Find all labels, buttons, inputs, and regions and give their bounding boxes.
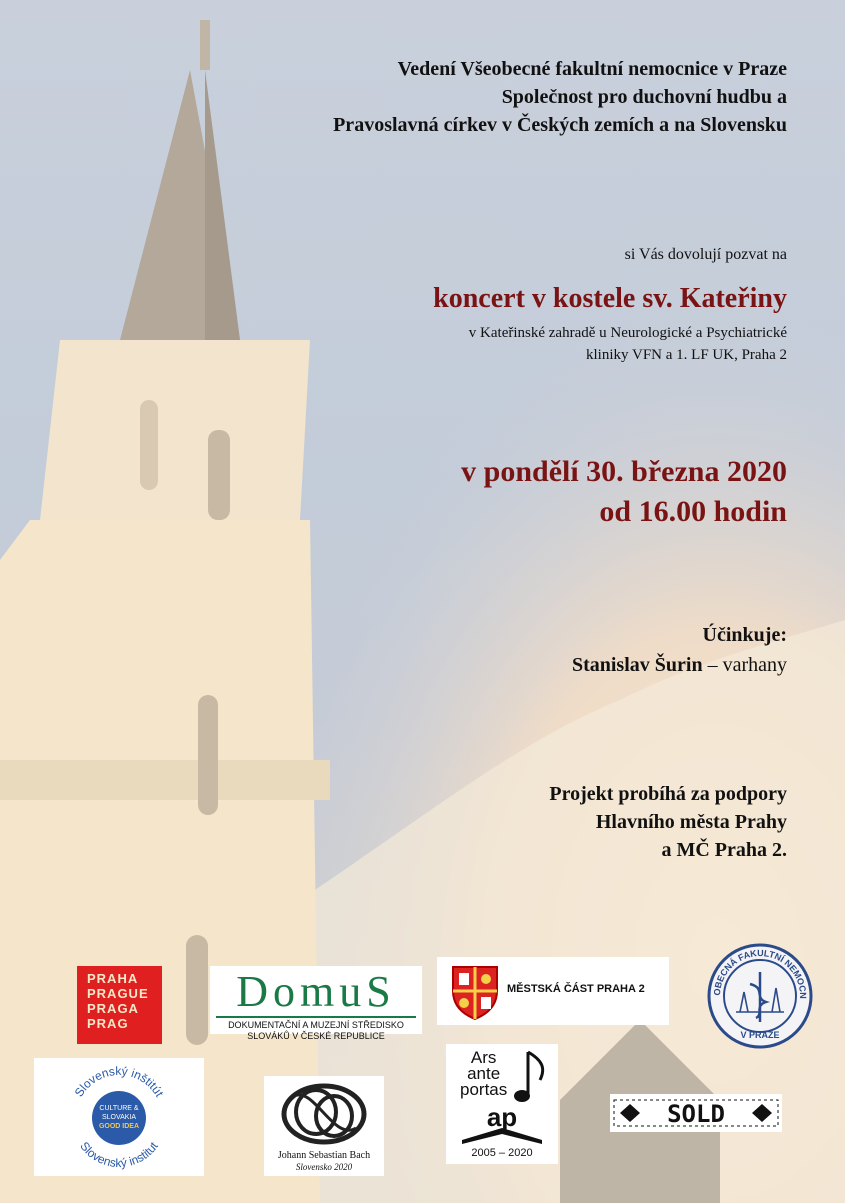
performer-heading: Účinkuje: bbox=[702, 624, 787, 646]
ars-word-2: ante bbox=[467, 1064, 501, 1083]
performer-line bbox=[572, 654, 787, 677]
domus-subtitle-line-1: DOKUMENTAČNÍ A MUZEJNÍ STŘEDISKO bbox=[228, 1020, 404, 1030]
ars-word-1: Ars bbox=[470, 1048, 497, 1067]
bach-monogram-icon bbox=[264, 1076, 384, 1148]
domus-subtitle bbox=[216, 1016, 416, 1042]
support-line-1: Projekt probíhá za podpory bbox=[549, 783, 787, 805]
domus-subtitle-line-2: SLOVÁKŮ V ČESKÉ REPUBLICE bbox=[247, 1031, 385, 1041]
praha-logo bbox=[77, 966, 162, 1044]
domus-logo bbox=[210, 966, 422, 1041]
domus-wordmark: DomuS bbox=[236, 967, 396, 1016]
ars-note-and-book-icon bbox=[446, 1044, 558, 1164]
bach-subcaption: Slovensko 2020 bbox=[295, 1162, 353, 1172]
date-line: v pondělí 30. března 2020 bbox=[461, 455, 787, 488]
slovensky-institut-emblem-icon bbox=[34, 1058, 204, 1176]
praha-logo-line: PRAHA bbox=[87, 971, 139, 986]
vfn-emblem-icon bbox=[706, 942, 814, 1050]
sold-wordmark: SOLD bbox=[667, 1100, 725, 1128]
time-line: od 16.00 hodin bbox=[599, 495, 787, 528]
ars-years: 2005 – 2020 bbox=[471, 1147, 533, 1159]
performer-name: Stanislav Šurin bbox=[571, 654, 703, 676]
si-top-text: Slovenský inštitút bbox=[71, 1063, 167, 1100]
mc-praha2-logo bbox=[437, 957, 669, 1025]
vfn-logo bbox=[706, 942, 814, 1050]
praha2-coat-of-arms-icon bbox=[445, 961, 505, 1021]
organizer-line-1: Vedení Všeobecné fakultní nemocnice v Praze bbox=[397, 58, 787, 80]
support-line-2: Hlavního města Prahy bbox=[595, 811, 787, 833]
sold-ornament-icon bbox=[610, 1094, 782, 1132]
support-note bbox=[549, 780, 787, 864]
bach-caption: Johann Sebastian Bach bbox=[277, 1150, 371, 1161]
organizer-line-2: Společnost pro duchovní hudbu a bbox=[501, 86, 787, 108]
si-bottom-text: Slovenský institut bbox=[77, 1139, 161, 1171]
praha-logo-line: PRAG bbox=[87, 1016, 129, 1031]
support-line-3: a MČ Praha 2. bbox=[661, 839, 787, 861]
vfn-ring-text: OBECNÁ FAKULTNÍ NEMOCN bbox=[711, 947, 809, 999]
sold-logo bbox=[610, 1094, 782, 1132]
praha-logo-line: PRAGUE bbox=[87, 986, 149, 1001]
concert-place bbox=[469, 322, 787, 366]
invite-text: si Vás dovolují pozvat na bbox=[624, 246, 787, 263]
si-center-line-1: CULTURE & bbox=[99, 1105, 139, 1112]
organizer-line-3: Pravoslavná církev v Českých zemích a na Slovensku bbox=[333, 114, 787, 136]
si-center-line-2: SLOVAKIA bbox=[101, 1114, 137, 1121]
place-line-2: kliniky VFN a 1. LF UK, Praha 2 bbox=[586, 347, 787, 363]
ars-mark-text: ap bbox=[486, 1102, 518, 1132]
organizers bbox=[333, 55, 787, 139]
slovensky-institut-logo bbox=[34, 1058, 204, 1176]
concert-date bbox=[461, 452, 787, 532]
place-line-1: v Kateřinské zahradě u Neurologické a Psychiatrické bbox=[468, 325, 787, 341]
si-center-line-3: GOOD IDEA bbox=[98, 1123, 140, 1130]
vfn-bottom-text: V PRAZE bbox=[740, 1030, 780, 1040]
ars-ante-portas-logo bbox=[446, 1044, 558, 1164]
bach-slovensko-2020-logo bbox=[264, 1076, 384, 1176]
concert-title: koncert v kostele sv. Kateřiny bbox=[433, 283, 787, 314]
praha-logo-line: PRAGA bbox=[87, 1001, 139, 1016]
mc-praha2-label: MĚSTSKÁ ČÁST PRAHA 2 bbox=[507, 983, 645, 995]
performer-role: – varhany bbox=[702, 654, 787, 676]
ars-word-3: portas bbox=[460, 1080, 508, 1099]
